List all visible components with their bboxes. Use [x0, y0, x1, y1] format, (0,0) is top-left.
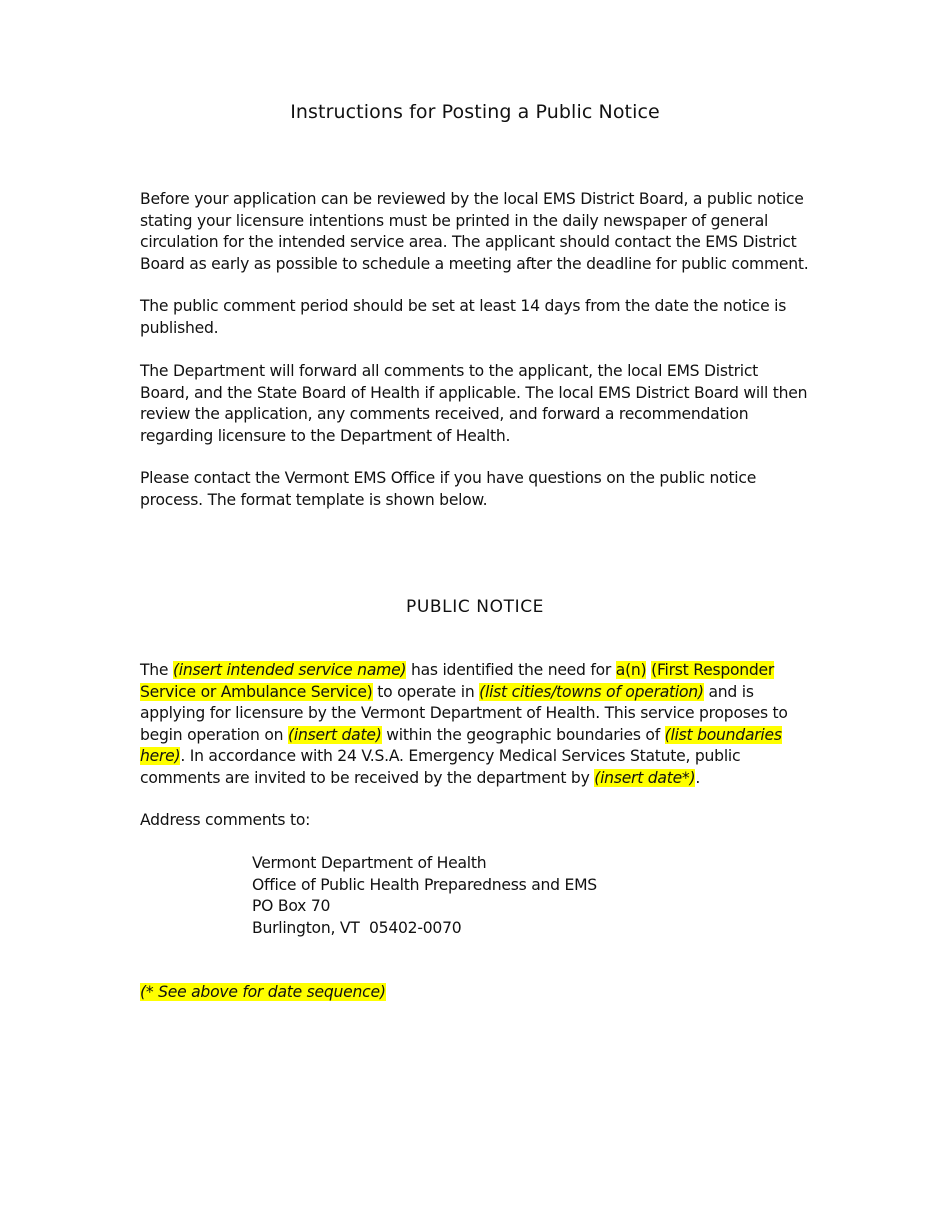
notice-text: within the geographic boundaries of	[381, 725, 665, 744]
address-line: Vermont Department of Health	[252, 854, 487, 872]
instruction-paragraph-forwarding: The Department will forward all comments to the applicant, the local EMS District Board, and the State Board of Health if applicable. The local EMS District Board will then review the application, any comments received, and forward a recommendation regarding licensure to the Department of Health.	[140, 362, 808, 445]
placeholder-start-date: (insert date)	[288, 725, 382, 744]
placeholder-boundaries: (list boundaries here)	[140, 725, 782, 765]
notice-text: has identified the need for	[406, 661, 616, 679]
placeholder-comment-date: (insert date*)	[594, 768, 696, 787]
instruction-paragraph-comment-period: The public comment period should be set at least 14 days from the date the notice is published.	[140, 297, 787, 337]
instruction-paragraph-contact: Please contact the Vermont EMS Office if you have questions on the public notice process. The format template is shown below.	[140, 469, 757, 509]
notice-text: .	[695, 768, 701, 787]
notice-heading: PUBLIC NOTICE	[405, 597, 545, 617]
notice-text: . In accordance with 24 V.S.A. Emergency Medical Services Statute, public comments are invited to be received by the department by	[140, 747, 741, 787]
placeholder-service-type: (First Responder Service or Ambulance Service)	[140, 661, 775, 701]
address-line: PO Box 70	[252, 897, 331, 915]
instruction-paragraph-review: Before your application can be reviewed by the local EMS District Board, a public notice stating your licensure intentions must be printed in the daily newspaper of general circulation for the intended service area. The applicant should contact the EMS District Board as early as possible to schedule a meeting after the deadline for public comment.	[140, 190, 809, 273]
notice-text: The	[140, 661, 173, 679]
page-title: Instructions for Posting a Public Notice	[290, 101, 660, 123]
address-line: Office of Public Health Preparedness and EMS	[252, 875, 597, 894]
placeholder-service-name: (insert intended service name)	[172, 661, 407, 679]
placeholder-article: a(n)	[615, 661, 647, 679]
notice-text: and is applying for licensure by the Vermont Department of Health. This service proposes to begin operation on	[140, 682, 788, 744]
footnote-text: (* See above for date sequence)	[140, 983, 386, 1001]
notice-body	[140, 660, 812, 789]
placeholder-cities: (list cities/towns of operation)	[479, 682, 704, 701]
mailing-address	[252, 853, 597, 939]
notice-text: to operate in	[372, 682, 480, 701]
footnote	[140, 982, 386, 1004]
address-line: Burlington, VT 05402-0070	[252, 918, 462, 937]
address-label: Address comments to:	[140, 811, 311, 829]
